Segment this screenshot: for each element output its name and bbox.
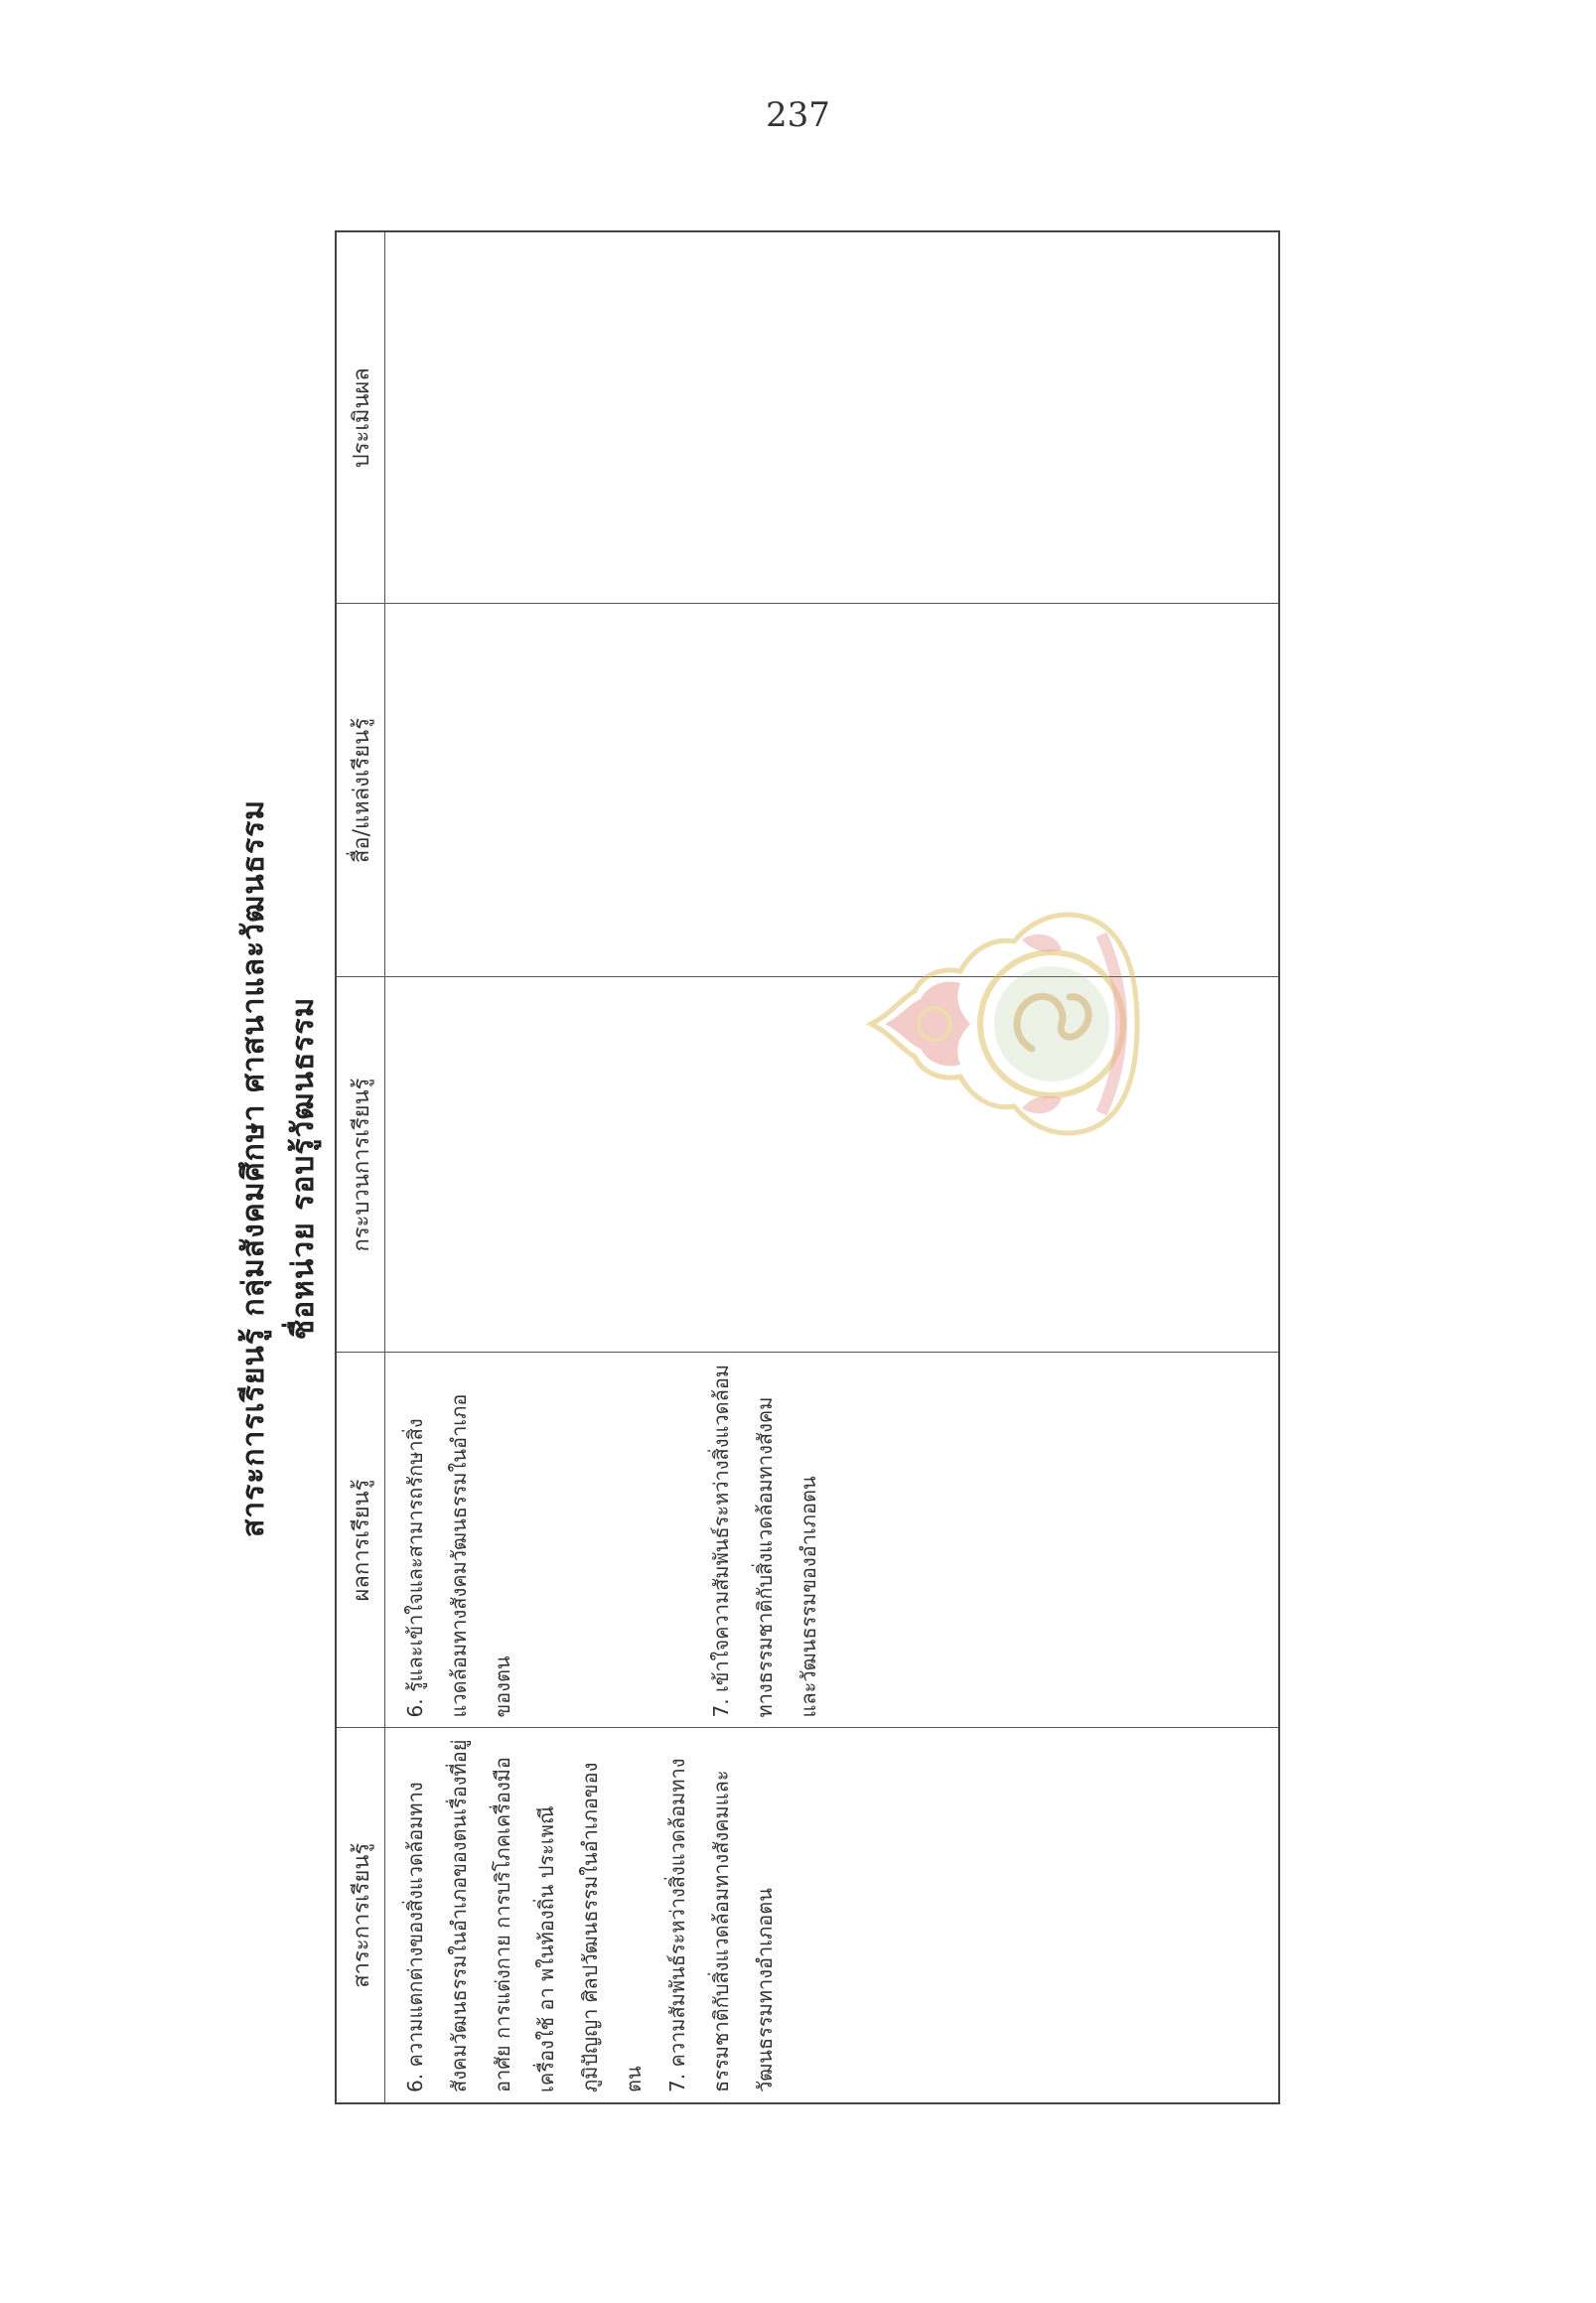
content-item-6: 6. ความแตกต่างของสิ่งแวดล้อมทางสังคมวัฒนธรรมในอำเภอของตนเรื่องที่อยู่อาศัย การแต่งกาย การบริโภคเครื่องมือเครื่องใช้ อา พในท้องถิ่น ประเพณี ภูมิปัญญา ศิลปวัฒนธรรมในอำเภอของตน <box>403 1739 646 2092</box>
outcome-cell <box>385 1353 1280 1728</box>
evaluation-cell <box>385 231 1280 604</box>
header-process: กระบวนการเรียนรู้ <box>336 977 385 1353</box>
header-evaluation: ประเมินผล <box>336 231 385 604</box>
table-row <box>385 231 1280 2103</box>
table-header-row <box>336 231 385 2103</box>
unit-title: ชื่อหน่วย รอบรู้วัฒนธรรม <box>286 996 321 1341</box>
outcome-item-7: 7. เข้าใจความสัมพันธ์ระหว่างสิ่งแวดล้อมทางธรรมชาติกับสิ่งแวดล้อมทางสังคมและวัฒนธรรมของอำเภอตน <box>709 1364 820 1718</box>
title-block <box>230 230 340 2106</box>
header-outcome: ผลการเรียนรู้ <box>336 1353 385 1728</box>
media-cell <box>385 604 1280 977</box>
page-title: สาระการเรียนรู้ กลุ่มสังคมศึกษา ศาสนาและวัฒนธรรม <box>236 798 271 1538</box>
outcome-item-6: 6. รู้และเข้าใจและสามารถรักษาสิ่งแวดล้อมทางสังคมวัฒนธรรมในอำเภอของตน <box>403 1393 514 1718</box>
content-cell <box>385 1728 1280 2103</box>
page-number: 237 <box>766 95 830 135</box>
content-item-7: 7. ความสัมพันธ์ระหว่างสิ่งแวดล้อมทางธรรมชาติกับสิ่งแวดล้อมทางสังคมและวัฒนธรรมทางอำเภอตน <box>665 1758 777 2092</box>
header-content: สาระการเรียนรู้ <box>336 1728 385 2103</box>
process-cell <box>385 977 1280 1353</box>
learning-plan-table-wrap <box>335 232 1280 2104</box>
rotated-sheet <box>230 230 1285 2106</box>
learning-plan-table <box>335 230 1280 2104</box>
header-media: สื่อ/แหล่งเรียนรู้ <box>336 604 385 977</box>
